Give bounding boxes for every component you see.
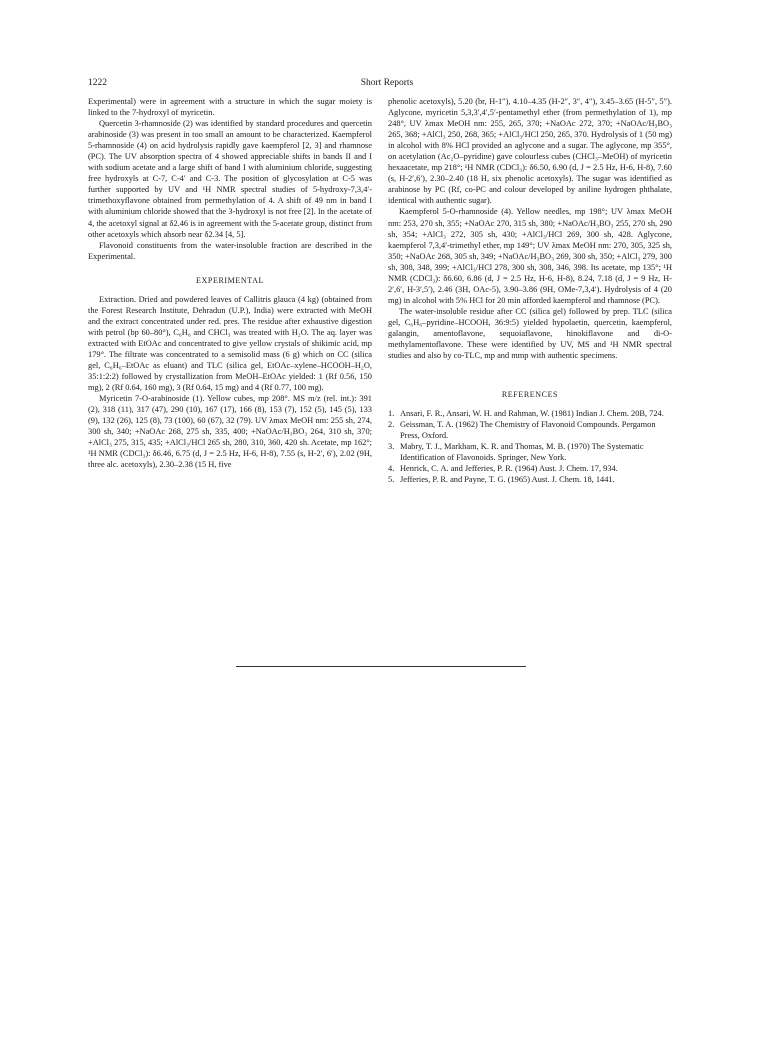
paragraph: Myricetin 7-O-arabinoside (1). Yellow cubes, mp 208°. MS m/z (rel. int.): 391 (2), 318 (11), 317 (47), 290 (10), 167 (17), 166 (8), 153 (7), 152 (5), 145 (5), 133 (9), 132 (26), 125 (8), 73 (100), 60 (67), 32 (79). UV λmax MeOH nm: 255 sh, 274, 300 sh, 340; +NaOAc 268, 275 sh, 335, 400; +NaOAc/H₃BO₃ 264, 310 sh, 370; +AlCl₃ 275, 315, 435; +AlCl₃/HCl 265 sh, 280, 310, 360, 420 sh. Acetate, mp 162°; ¹H NMR (CDCl₃): δ6.46, 6.75 (d, J = 2.5 Hz, H-6, H-8), 7.55 (s, H-2′, 6′), 2.02 (9H, three alc. acetoxyls), 2.30–2.38 (15 H, five — [88, 394, 372, 470]
reference-text: Mabry, T. J., Markham, K. R. and Thomas, M. B. (1970) The Systematic Identification of Flavonoids. Springer, New York. — [400, 442, 644, 463]
reference-list — [388, 408, 672, 485]
paragraph: Flavonoid constituents from the water-insoluble fraction are described in the Experimental. — [88, 240, 372, 261]
paragraph: The water-insoluble residue after CC (silica gel) followed by prep. TLC (silica gel, C₆H₆–pyridine–HCOOH, 36:9:5) yielded hypolaetin, quercetin, kaempferol, galangin, amentoflavone, sequoiaflavone, hinokiflavone and di-O-methylamentoflavone. These were identified by UV, MS and ¹H NMR spectral studies and also by co-TLC, mp and mmp with authentic specimens. — [388, 306, 672, 361]
footer-rule — [236, 666, 526, 667]
right-column — [388, 96, 672, 486]
paragraph: Experimental) were in agreement with a structure in which the sugar moiety is linked to the 7-hydroxyl of myricetin. — [88, 97, 372, 118]
reference-text: Ansari, F. R., Ansari, W. H. and Rahman, W. (1981) Indian J. Chem. 20B, 724. — [400, 409, 664, 419]
reference-text: Henrick, C. A. and Jefferies, P. R. (1964) Aust. J. Chem. 17, 934. — [400, 464, 618, 474]
page-header — [88, 78, 686, 92]
reference-text: Jefferies, P. R. and Payne, T. G. (1965) Aust. J. Chem. 18, 1441. — [400, 475, 615, 485]
paragraph: Extraction. Dried and powdered leaves of Callitris glauca (4 kg) (obtained from the Forest Research Institute, Dehradun (U.P.), India) were extracted with MeOH and the extract concentrated under red. pres. The residue after exhaustive digestion with petrol (bp 60–80°), C₆H₆ and CHCl₃ was treated with H₂O. The aq. layer was extracted with EtOAc and concentrated to give yellow crystals of shikimic acid, mp 179°. The filtrate was concentrated to a semisolid mass (6 g) which on CC (silica gel, C₆H₆–EtOAc as eluant) and TLC (silica gel, EtOAc–xylene–HCOOH–H₂O, 35:1:2:2) followed by crystallization from MeOH–EtOAc yielded: 1 (Rf 0.56, 150 mg), 2 (Rf 0.64, 160 mg), 3 (Rf 0.64, 15 mg) and 4 (Rf 0.77, 100 mg). — [88, 294, 372, 393]
reference-item — [388, 441, 672, 463]
running-title: Short Reports — [360, 78, 414, 88]
reference-item — [388, 463, 672, 474]
paragraph: Kaempferol 5-O-rhamnoside (4). Yellow needles, mp 198°; UV λmax MeOH nm: 253, 270 sh, 355; +NaOAc 270, 315 sh, 380; +NaOAc/H₃BO₃ 255, 270 sh, 290 sh, 354; +AlCl₃ 272, 305 sh, 430; +AlCl₃/HCl 269, 300 sh, 428. Aglycone, kaempferol 7,3,4′-trimethyl ether, mp 149°; UV λmax MeOH nm: 270, 305, 325 sh, 350; +NaOAc 268, 305 sh, 349; +NaOAc/H₃BO₃ 269, 300 sh, 350; +AlCl₃ 279, 300 sh, 308, 348, 399; +AlCl₃/HCl 278, 300 sh, 308, 346, 398. Its acetate, mp 135°; ¹H NMR (CDCl₃): δ6.60, 6.86 (d, J = 2.5 Hz, H-6, H-8), 8.24, 7.18 (d, J = 9 Hz, H-2′,6′, H-3′,5′), 2.46 (3H, OAc-5), 3.90–3.86 (9H, OMe-7,3,4′). Hydrolysis of 4 (20 mg) in alcohol with 5% HCl for 20 min afforded kaempferol and rhamnose (PC). — [388, 207, 672, 305]
reference-number: 2. — [388, 420, 395, 430]
reference-number: 3. — [388, 442, 395, 452]
reference-text: Geissman, T. A. (1962) The Chemistry of Flavonoid Compounds. Pergamon Press, Oxford. — [400, 420, 656, 441]
paragraph: phenolic acetoxyls), 5.20 (br, H-1″), 4.10–4.35 (H-2″, 3″, 4″), 3.45–3.65 (H-5″, 5″). Aglycone, myricetin 5,3,3′,4′,5′-pentamethyl ether (from permethylation of 1), mp 248°, UV λmax MeOH nm: 255, 265, 370; +NaOAc 272, 370; +NaOAc/H₃BO₃ 265, 368; +AlCl₃ 250, 268, 365; +AlCl₃/HCl 250, 265, 370. Hydrolysis of 1 (50 mg) in alcohol with 8% HCl provided an aglycone and a sugar. The aglycone, mp 355°, on acetylation (Ac₂O–pyridine) gave colourless cubes (CHCl₃–MeOH) of myricetin hexaacetate, mp 218°; ¹H NMR (CDCl₃): δ6.50, 6.90 (d, J = 2.5 Hz, H-6, H-8), 7.60 (s, H-2′,6′), 2.30–2.40 (18 H, six phenolic acetoxyls). The sugar was identified as arabinose by PC (Rf, co-PC and colour developed by aniline hydrogen phthalate, identical with authentic sugar). — [388, 97, 672, 206]
reference-number: 1. — [388, 409, 395, 419]
left-column — [88, 96, 372, 471]
references-heading: REFERENCES — [501, 390, 559, 400]
reference-item — [388, 408, 672, 419]
reference-number: 5. — [388, 475, 395, 485]
reference-item — [388, 419, 672, 441]
reference-number: 4. — [388, 464, 395, 474]
reference-item — [388, 474, 672, 485]
page-number: 1222 — [88, 78, 107, 88]
paragraph: Quercetin 3-rhamnoside (2) was identified by standard procedures and quercetin arabinoside (3) was present in too small an amount to be characterized. Kaempferol 5-rhamnoside (4) on acid hydrolysis rapidly gave kaempferol [2, 3] and rhamnose (PC). The UV absorption spectra of 4 showed appreciable shifts in bands II and I with sodium acetate and a large shift of band I with aluminium chloride, suggesting free hydroxyls at C-7, C-4′ and C-3. The position of glycosylation at C-5 was further supported by UV and ¹H NMR spectral studies of 5-hydroxy-7,3,4′-trimethoxyflavone obtained from permethylation of 4. A shift of 49 nm in band I with aluminium chloride showed that the 3-hydroxyl is not free [2]. In the acetate of 4, the acetoxyl signal at δ2.46 is in agreement with the 5-acetate group, distinct from other acetoxyls which absorb near δ2.34 [4, 5]. — [88, 119, 372, 239]
section-heading: EXPERIMENTAL — [196, 275, 264, 285]
